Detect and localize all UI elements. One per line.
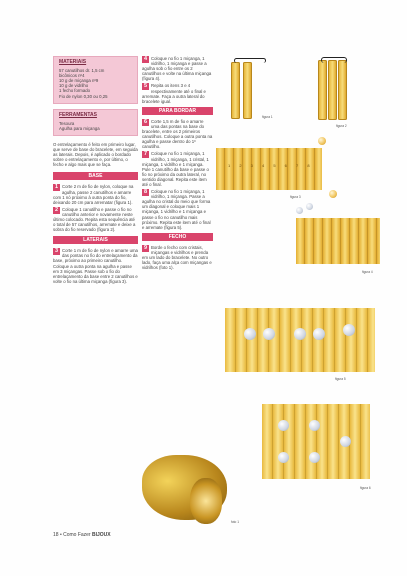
bead (306, 203, 313, 210)
woven-base (216, 148, 322, 190)
fecho-header: FECHO (142, 233, 213, 241)
photo-1-label: foto 1 (231, 520, 239, 524)
laterais-header: LATERAIS (53, 236, 138, 244)
intro-text: O entrelaçamento é feito em primeiro lugar, que serve de base do bracelete, em seguida as laterais. Depois, é aplicado o bordado sobre o entrelaçamento e, por último, o fecho e algo mais que se faça. (53, 141, 138, 168)
base-header: BASE (53, 172, 138, 180)
middle-column (142, 56, 213, 272)
step-number: 9 (143, 244, 148, 251)
step-3 (53, 248, 138, 284)
step-text: Corte 1,5 m de fio e amarre uma das pontas na base do bracelete, entre os 2 primeiros canutilhos. Coloque a outra ponta na agulha e passe dentro do 1º canutilho. (142, 118, 213, 150)
figure-1-label: figura 1 (262, 115, 273, 119)
thread (234, 58, 266, 63)
bead (318, 137, 326, 145)
page-number: 18 (53, 532, 59, 538)
crystal-bead (340, 436, 351, 447)
clasp-photo (190, 478, 222, 524)
tube-bead (338, 60, 347, 120)
step-7 (142, 151, 213, 187)
crystal-bead (244, 328, 256, 340)
figure-2-label: figura 2 (336, 124, 347, 128)
tools-item: Agulha para miçanga (59, 125, 100, 131)
magazine-name: BIJOUX (92, 532, 111, 538)
tube-bead (328, 60, 337, 120)
step-text: Coloque 1 canutilho e passe o fio no canutilho anterior e novamente neste último colocado. Repita esta sequência até o total de 57 canutilhos, arremate e deixe a sobra do fio reservado (figura 2). (53, 206, 136, 233)
tools-box (53, 109, 138, 136)
crystal-bead (278, 452, 289, 463)
step-6 (142, 119, 213, 150)
figure-4-label: figura 4 (362, 270, 373, 274)
materials-item: bicônicos nº4 (59, 73, 85, 79)
materials-item: 10 g de vidrilho (59, 83, 89, 89)
materials-item: 1 fecho formado (59, 88, 91, 94)
step-text: Borde o fecho com cristais, miçangas e vidrilhos e prenda em um lado do bracelete. No outro lado, faça uma alça com miçangas e vidrilhos (foto 1). (142, 244, 212, 271)
figure-3-numbers: 1 2 3 4 5 6 7 8 (228, 163, 314, 168)
crystal-bead (263, 328, 275, 340)
materials-item: 10 g de miçanga nº9 (59, 78, 99, 84)
crystal-bead (309, 452, 320, 463)
step-text: Corte 2 m de fio de nylon, coloque na agulha, passe 2 canutilhos e amarre com 1 nó próximo à outra ponta do fio, deixando 20 cm para arrematar (figura 1). (53, 184, 134, 205)
step-number: 3 (54, 248, 59, 255)
magazine-prefix: Como Fazer (63, 532, 91, 538)
crystal-bead (313, 328, 325, 340)
tools-title: FERRAMENTAS (59, 111, 97, 118)
step-text: Repita os itens 3 e 4 respectivamente até o final e arremate. Faça a outra lateral do bracelete igual. (142, 83, 206, 104)
thread (321, 57, 347, 63)
step-number: 7 (143, 151, 148, 158)
tube-bead (318, 60, 327, 120)
step-1 (53, 184, 138, 204)
crystal-bead (309, 420, 320, 431)
materials-title: MATERIAIS (59, 59, 87, 65)
step-text: Coloque no fio 1 miçanga, 1 vidrilho, 1 miçanga. Passe a agulha no cristal do meio que forma um diagonal e coloque mais 1 miçanga, 1 vidrilho e 1 miçanga e passe o fio no canutilho mais próximo. Repita este item até o final e arremate (figura 5). (142, 189, 211, 230)
crystal-bead (343, 324, 355, 336)
tools-item: Tesoura (59, 120, 75, 126)
woven-base (262, 404, 370, 479)
materials-item: Fio de nylon 0,30 ou 0,25 (59, 93, 108, 99)
figure-3-label: figura 3 (290, 195, 301, 199)
step-4 (142, 56, 213, 81)
step-8 (142, 189, 213, 230)
step-2 (53, 207, 138, 232)
step-9 (142, 245, 213, 270)
materials-item: 57 canutilhos dr. 1,5 cm (59, 68, 105, 74)
woven-base (296, 218, 380, 264)
footer: 18 • Como Fazer BIJOUX (53, 532, 111, 538)
materials-box (53, 56, 138, 104)
left-column (53, 56, 138, 286)
bead (296, 207, 303, 214)
crystal-bead (294, 328, 306, 340)
background-lettering (298, 82, 307, 109)
step-number: 5 (143, 83, 148, 90)
bordar-header: PARA BORDAR (142, 107, 213, 115)
crystal-bead (278, 420, 289, 431)
figure-6-label: figura 6 (360, 486, 371, 490)
step-number: 4 (143, 56, 148, 62)
step-text: Corte 1 m de fio de nylon e amarre uma das pontas no fio do entrelaçamento da base, próximo ao primeiro canutilho. Coloque a outra ponta na agulha e passe em 3 miçangas. Passe sob o fio do entrelaçamento da base entre 2 canutilhos e volte o fio na última miçanga (figura 3). (53, 248, 138, 284)
step-number: 1 (54, 184, 59, 191)
step-text: Coloque no fio 1 miçanga, 1 vidrilho, 1 miçanga, 1 cristal, 1 miçanga, 1 vidrilho e 1 miçanga. Pule 1 canutilho da base e passe o fio no próximo da outra lateral, no sentido diagonal. Repita este item até o final. (142, 151, 209, 187)
woven-base (225, 308, 375, 372)
tube-bead (243, 62, 252, 119)
step-5 (142, 83, 213, 103)
tube-bead (231, 62, 240, 119)
figure-5-label: figura 5 (335, 377, 346, 381)
step-text: Coloque no fio 1 miçanga, 1 vidrilho, 1 miçanga e passe a agulha sob o fio entre os 2 canutilhos e volte na última miçanga (figura 4). (142, 56, 212, 82)
bead (329, 190, 337, 198)
step-number: 2 (54, 206, 59, 213)
step-number: 8 (143, 189, 148, 196)
step-number: 6 (143, 118, 148, 125)
